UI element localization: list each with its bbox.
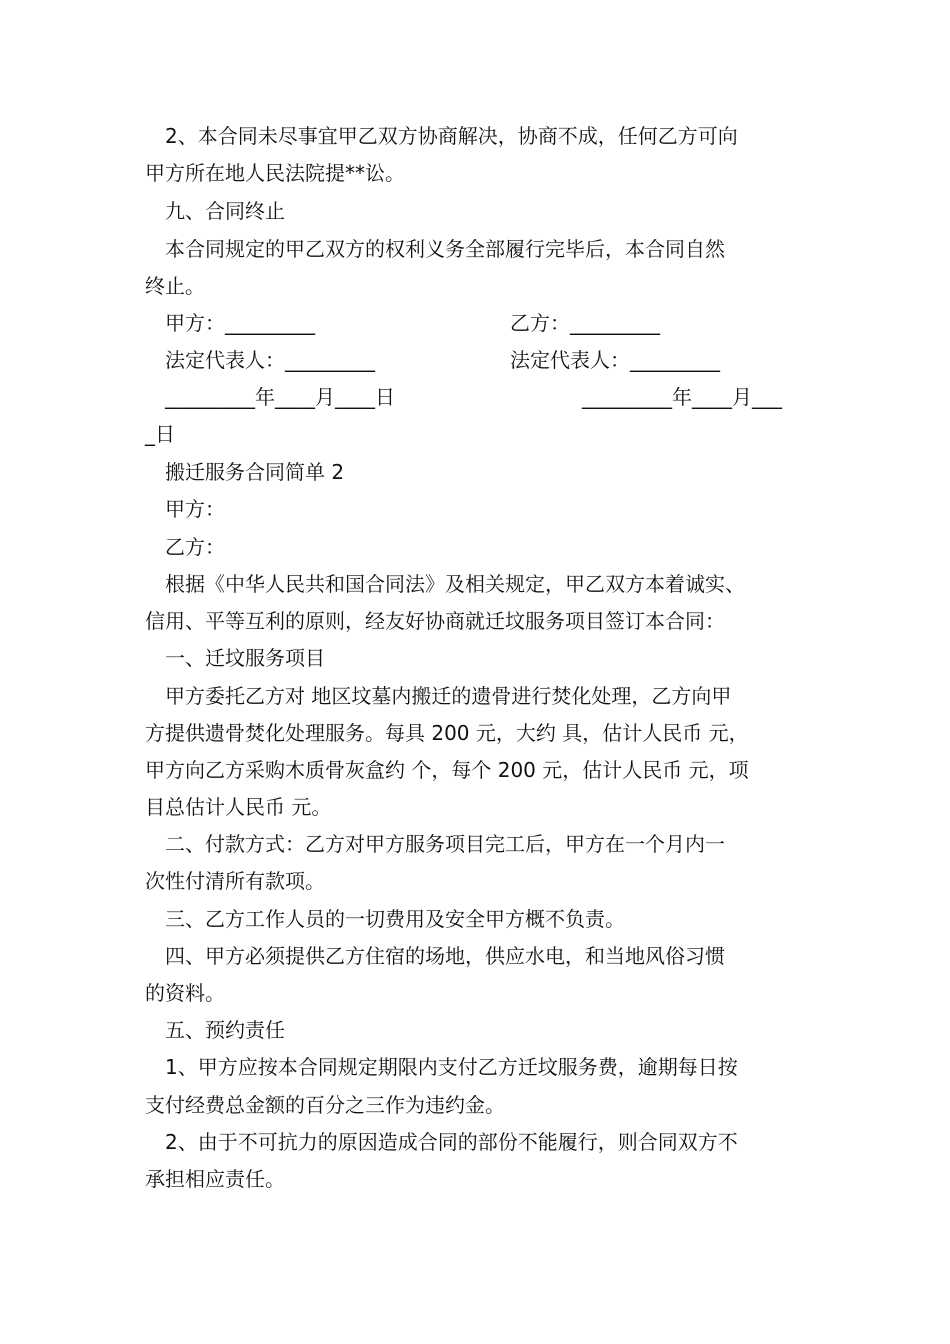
- section3-line1: 三、乙方工作人员的一切费用及安全甲方概不负责。: [165, 907, 625, 931]
- section8-item2-line2: 甲方所在地人民法院提**讼。: [145, 161, 405, 185]
- signature-date-b: _________年____月___: [582, 385, 782, 409]
- section1-heading: 一、迁坟服务项目: [165, 646, 325, 670]
- section9-body-line1: 本合同规定的甲乙双方的权利义务全部履行完毕后，本合同自然: [165, 237, 725, 261]
- signature-party-b: 乙方：_________: [510, 311, 660, 335]
- section5-item1-line1: 1、甲方应按本合同规定期限内支付乙方迁坟服务费，逾期每日按: [165, 1055, 738, 1079]
- contract2-title: 搬迁服务合同简单 2: [165, 460, 345, 484]
- signature-rep-b: 法定代表人：_________: [510, 348, 720, 372]
- section1-line3: 甲方向乙方采购木质骨灰盒约 个，每个 200 元，估计人民币 元，项: [145, 758, 749, 782]
- contract2-party-b: 乙方：: [165, 535, 225, 559]
- preamble-line1: 根据《中华人民共和国合同法》及相关规定，甲乙双方本着诚实、: [165, 572, 745, 596]
- section4-line1: 四、甲方必须提供乙方住宿的场地，供应水电，和当地风俗习惯: [165, 944, 725, 968]
- signature-date-a: _________年____月____日: [165, 385, 395, 409]
- section5-heading: 五、预约责任: [165, 1018, 285, 1042]
- section4-line2: 的资料。: [145, 981, 225, 1005]
- section5-item1-line2: 支付经费总金额的百分之三作为违约金。: [145, 1093, 505, 1117]
- contract2-party-a: 甲方：: [165, 497, 225, 521]
- section2-line1: 二、付款方式：乙方对甲方服务项目完工后，甲方在一个月内一: [165, 832, 725, 856]
- signature-date-b-cont: _日: [145, 422, 175, 446]
- section8-item2-line1: 2、本合同未尽事宜甲乙双方协商解决，协商不成，任何乙方可向: [165, 124, 738, 148]
- section9-heading: 九、合同终止: [165, 199, 285, 223]
- signature-party-a: 甲方：_________: [165, 311, 315, 335]
- preamble-line2: 信用、平等互利的原则，经友好协商就迁坟服务项目签订本合同：: [145, 609, 725, 633]
- section1-line2: 方提供遗骨焚化处理服务。每具 200 元，大约 具，估计人民币 元，: [145, 721, 749, 745]
- section5-item2-line2: 承担相应责任。: [145, 1167, 285, 1191]
- section1-line1: 甲方委托乙方对 地区坟墓内搬迁的遗骨进行焚化处理，乙方向甲: [165, 684, 732, 708]
- section5-item2-line1: 2、由于不可抗力的原因造成合同的部份不能履行，则合同双方不: [165, 1130, 738, 1154]
- signature-rep-a: 法定代表人：_________: [165, 348, 375, 372]
- section9-body-line2: 终止。: [145, 274, 205, 298]
- section2-line2: 次性付清所有款项。: [145, 869, 325, 893]
- section1-line4: 目总估计人民币 元。: [145, 795, 332, 819]
